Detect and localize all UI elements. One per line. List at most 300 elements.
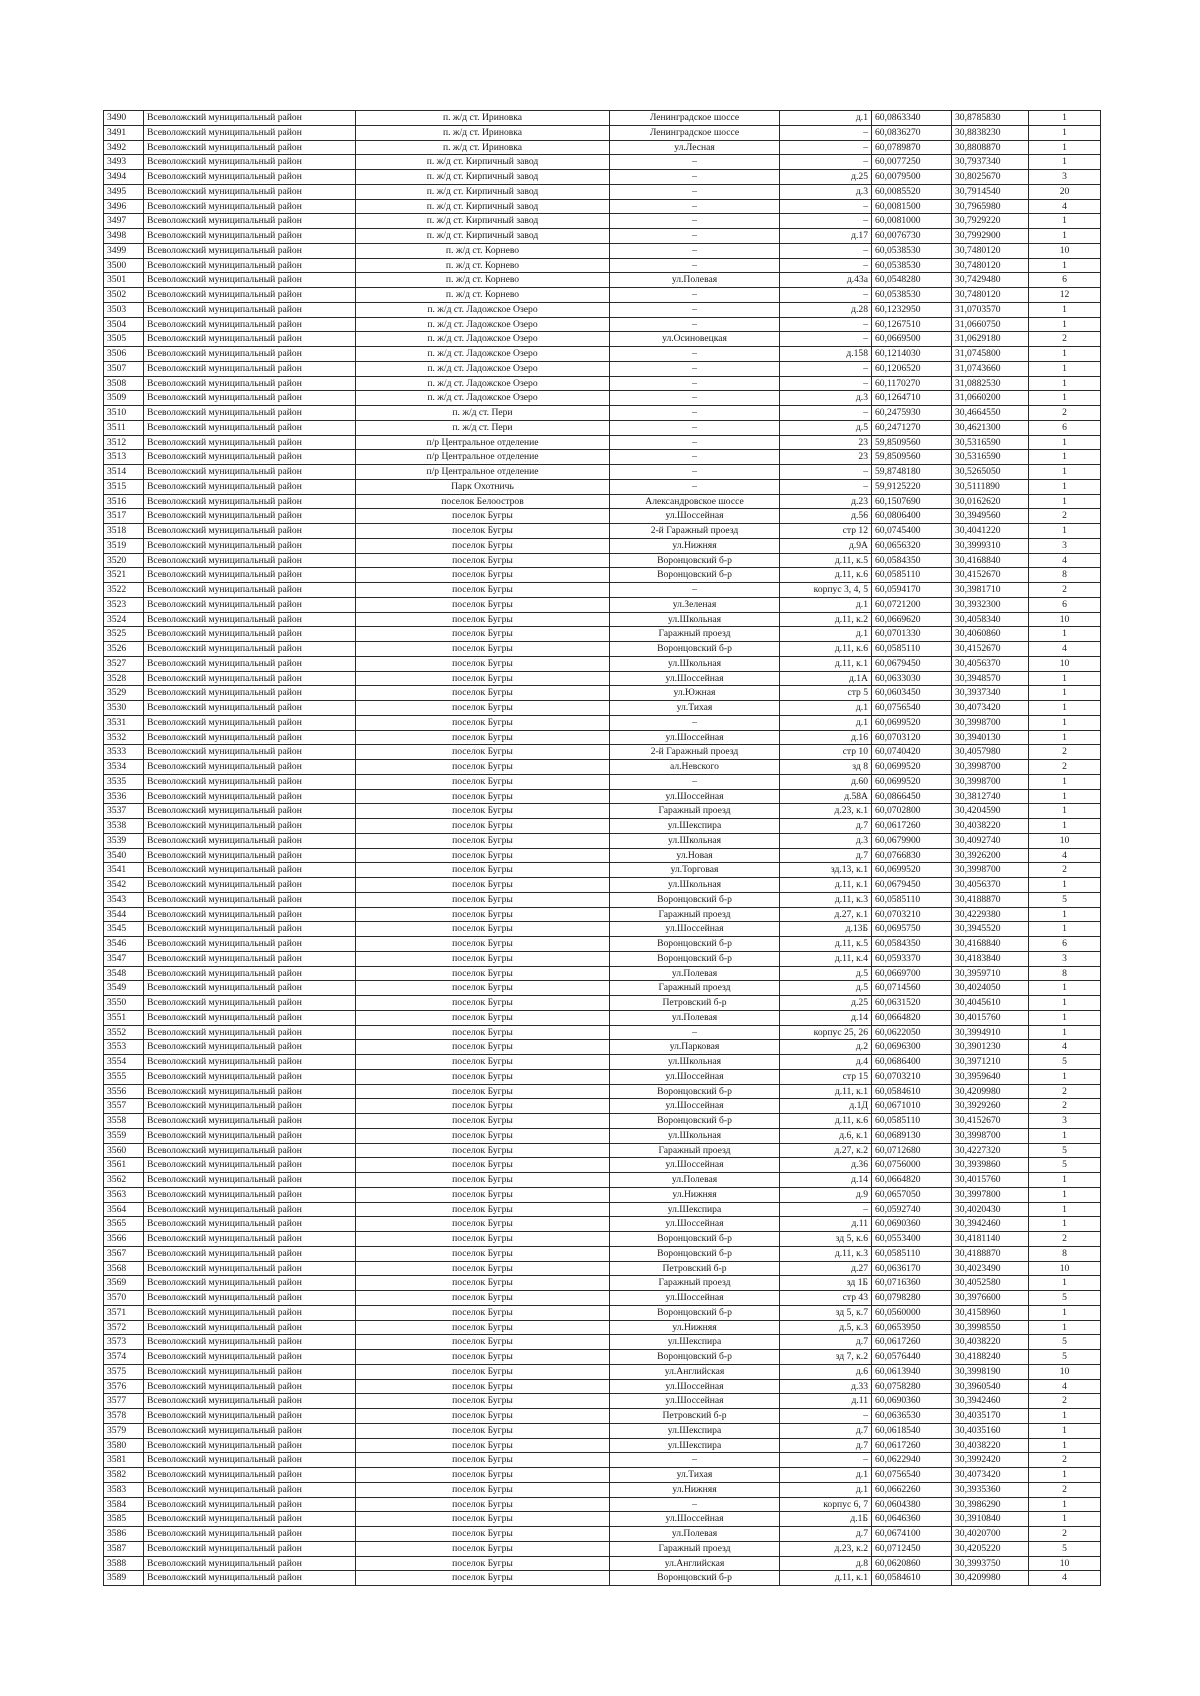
house-cell: д.58А: [780, 789, 872, 804]
count-cell: 1: [1029, 1409, 1101, 1424]
district-cell: Всеволожский муниципальный район: [144, 494, 356, 509]
district-cell: Всеволожский муниципальный район: [144, 922, 356, 937]
street-cell: ул.Шоссейная: [610, 1069, 780, 1084]
district-cell: Всеволожский муниципальный район: [144, 1025, 356, 1040]
row-number: 3542: [104, 878, 144, 893]
table-row: [104, 789, 1101, 804]
row-number: 3553: [104, 1040, 144, 1055]
district-cell: Всеволожский муниципальный район: [144, 406, 356, 421]
table-row: [104, 155, 1101, 170]
house-cell: д.1: [780, 627, 872, 642]
longitude-cell: 30,4073420: [952, 1468, 1029, 1483]
row-number: 3583: [104, 1482, 144, 1497]
district-cell: Всеволожский муниципальный район: [144, 273, 356, 288]
longitude-cell: 30,4152670: [952, 642, 1029, 657]
document-page: [103, 110, 1100, 1586]
row-number: 3543: [104, 892, 144, 907]
street-cell: ул.Полевая: [610, 273, 780, 288]
settlement-cell: поселок Бугры: [356, 863, 610, 878]
longitude-cell: 30,4035170: [952, 1409, 1029, 1424]
settlement-cell: п. ж/д ст. Кирпичный завод: [356, 155, 610, 170]
street-cell: –: [610, 1497, 780, 1512]
settlement-cell: поселок Бугры: [356, 1010, 610, 1025]
row-number: 3515: [104, 479, 144, 494]
row-number: 3561: [104, 1158, 144, 1173]
row-number: 3496: [104, 199, 144, 214]
street-cell: ул.Школьная: [610, 878, 780, 893]
latitude-cell: 59,9125220: [872, 479, 952, 494]
settlement-cell: поселок Бугры: [356, 686, 610, 701]
count-cell: 10: [1029, 1364, 1101, 1379]
settlement-cell: поселок Бугры: [356, 1291, 610, 1306]
table-row: [104, 568, 1101, 583]
count-cell: 1: [1029, 1217, 1101, 1232]
latitude-cell: 60,0620860: [872, 1556, 952, 1571]
latitude-cell: 60,0636170: [872, 1261, 952, 1276]
latitude-cell: 60,0636530: [872, 1409, 952, 1424]
count-cell: 1: [1029, 804, 1101, 819]
house-cell: д.11, к.1: [780, 878, 872, 893]
count-cell: 1: [1029, 214, 1101, 229]
latitude-cell: 60,0699520: [872, 774, 952, 789]
table-row: [104, 878, 1101, 893]
table-row: [104, 465, 1101, 480]
latitude-cell: 60,1267510: [872, 317, 952, 332]
house-cell: –: [780, 317, 872, 332]
table-row: [104, 553, 1101, 568]
table-row: [104, 1010, 1101, 1025]
longitude-cell: 30,3976600: [952, 1291, 1029, 1306]
latitude-cell: 60,0657050: [872, 1187, 952, 1202]
longitude-cell: 30,3940130: [952, 730, 1029, 745]
settlement-cell: поселок Бугры: [356, 833, 610, 848]
table-row: [104, 509, 1101, 524]
row-number: 3564: [104, 1202, 144, 1217]
longitude-cell: 30,4038220: [952, 1438, 1029, 1453]
house-cell: д.11, к.3: [780, 1246, 872, 1261]
house-cell: д.9А: [780, 538, 872, 553]
district-cell: Всеволожский муниципальный район: [144, 538, 356, 553]
house-cell: д.23: [780, 494, 872, 509]
count-cell: 1: [1029, 1320, 1101, 1335]
house-cell: д.1А: [780, 671, 872, 686]
street-cell: ул.Шоссейная: [610, 730, 780, 745]
longitude-cell: 30,4020700: [952, 1527, 1029, 1542]
latitude-cell: 60,0690360: [872, 1394, 952, 1409]
settlement-cell: п. ж/д ст. Корнево: [356, 243, 610, 258]
row-number: 3498: [104, 229, 144, 244]
latitude-cell: 60,0699520: [872, 715, 952, 730]
settlement-cell: поселок Бугры: [356, 878, 610, 893]
table-row: [104, 1099, 1101, 1114]
table-row: [104, 1187, 1101, 1202]
settlement-cell: п. ж/д ст. Ладожское Озеро: [356, 347, 610, 362]
district-cell: Всеволожский муниципальный район: [144, 214, 356, 229]
house-cell: д.5, к.3: [780, 1320, 872, 1335]
street-cell: ул.Английская: [610, 1556, 780, 1571]
district-cell: Всеволожский муниципальный район: [144, 848, 356, 863]
district-cell: Всеволожский муниципальный район: [144, 347, 356, 362]
house-cell: д.13Б: [780, 922, 872, 937]
count-cell: 6: [1029, 273, 1101, 288]
longitude-cell: 30,3901230: [952, 1040, 1029, 1055]
street-cell: ул.Новая: [610, 848, 780, 863]
latitude-cell: 60,0671010: [872, 1099, 952, 1114]
table-row: [104, 538, 1101, 553]
latitude-cell: 60,0604380: [872, 1497, 952, 1512]
street-cell: –: [610, 229, 780, 244]
latitude-cell: 60,0538530: [872, 258, 952, 273]
street-cell: Воронцовский б-р: [610, 1084, 780, 1099]
street-cell: ул.Школьная: [610, 656, 780, 671]
district-cell: Всеволожский муниципальный район: [144, 1335, 356, 1350]
latitude-cell: 60,0714560: [872, 981, 952, 996]
row-number: 3518: [104, 524, 144, 539]
latitude-cell: 60,0863340: [872, 111, 952, 126]
settlement-cell: поселок Бугры: [356, 1069, 610, 1084]
district-cell: Всеволожский муниципальный район: [144, 420, 356, 435]
street-cell: –: [610, 199, 780, 214]
row-number: 3581: [104, 1453, 144, 1468]
longitude-cell: 30,4023490: [952, 1261, 1029, 1276]
settlement-cell: поселок Бугры: [356, 804, 610, 819]
table-row: [104, 140, 1101, 155]
latitude-cell: 59,8509560: [872, 450, 952, 465]
street-cell: –: [610, 465, 780, 480]
row-number: 3559: [104, 1128, 144, 1143]
settlement-cell: поселок Бугры: [356, 642, 610, 657]
table-row: [104, 273, 1101, 288]
longitude-cell: 30,4152670: [952, 1114, 1029, 1129]
row-number: 3546: [104, 937, 144, 952]
table-row: [104, 1364, 1101, 1379]
house-cell: –: [780, 1453, 872, 1468]
district-cell: Всеволожский муниципальный район: [144, 612, 356, 627]
longitude-cell: 30,4015760: [952, 1173, 1029, 1188]
count-cell: 1: [1029, 1069, 1101, 1084]
district-cell: Всеволожский муниципальный район: [144, 1571, 356, 1586]
district-cell: Всеволожский муниципальный район: [144, 937, 356, 952]
row-number: 3524: [104, 612, 144, 627]
count-cell: 1: [1029, 229, 1101, 244]
settlement-cell: поселок Бугры: [356, 1217, 610, 1232]
table-row: [104, 892, 1101, 907]
longitude-cell: 30,3910840: [952, 1512, 1029, 1527]
house-cell: д.3: [780, 391, 872, 406]
settlement-cell: поселок Бугры: [356, 1143, 610, 1158]
row-number: 3537: [104, 804, 144, 819]
count-cell: 1: [1029, 494, 1101, 509]
house-cell: д.11, к.6: [780, 642, 872, 657]
street-cell: Воронцовский б-р: [610, 1571, 780, 1586]
house-cell: –: [780, 479, 872, 494]
row-number: 3501: [104, 273, 144, 288]
table-body: [104, 111, 1101, 1586]
row-number: 3521: [104, 568, 144, 583]
longitude-cell: 30,5316590: [952, 450, 1029, 465]
house-cell: д.11: [780, 1217, 872, 1232]
district-cell: Всеволожский муниципальный район: [144, 1394, 356, 1409]
longitude-cell: 30,7914540: [952, 184, 1029, 199]
settlement-cell: поселок Бугры: [356, 1394, 610, 1409]
district-cell: Всеволожский муниципальный район: [144, 804, 356, 819]
street-cell: ул.Шекспира: [610, 1423, 780, 1438]
house-cell: д.11: [780, 1394, 872, 1409]
district-cell: Всеволожский муниципальный район: [144, 1187, 356, 1202]
settlement-cell: поселок Бугры: [356, 789, 610, 804]
latitude-cell: 60,0689130: [872, 1128, 952, 1143]
street-cell: Петровский б-р: [610, 1409, 780, 1424]
row-number: 3533: [104, 745, 144, 760]
settlement-cell: поселок Белоостров: [356, 494, 610, 509]
count-cell: 2: [1029, 509, 1101, 524]
longitude-cell: 30,4057980: [952, 745, 1029, 760]
district-cell: Всеволожский муниципальный район: [144, 1364, 356, 1379]
street-cell: ал.Невского: [610, 760, 780, 775]
table-row: [104, 848, 1101, 863]
street-cell: ул.Лесная: [610, 140, 780, 155]
longitude-cell: 31,0660750: [952, 317, 1029, 332]
row-number: 3545: [104, 922, 144, 937]
house-cell: д.11, к.6: [780, 1114, 872, 1129]
latitude-cell: 60,0622050: [872, 1025, 952, 1040]
settlement-cell: поселок Бугры: [356, 627, 610, 642]
count-cell: 1: [1029, 1423, 1101, 1438]
house-cell: –: [780, 243, 872, 258]
house-cell: д.3: [780, 184, 872, 199]
settlement-cell: поселок Бугры: [356, 951, 610, 966]
table-row: [104, 996, 1101, 1011]
longitude-cell: 30,3998550: [952, 1320, 1029, 1335]
longitude-cell: 31,0703570: [952, 302, 1029, 317]
row-number: 3492: [104, 140, 144, 155]
longitude-cell: 30,4205220: [952, 1541, 1029, 1556]
house-cell: –: [780, 1202, 872, 1217]
longitude-cell: 30,5111890: [952, 479, 1029, 494]
settlement-cell: поселок Бугры: [356, 1114, 610, 1129]
table-row: [104, 1379, 1101, 1394]
district-cell: Всеволожский муниципальный район: [144, 966, 356, 981]
table-row: [104, 1556, 1101, 1571]
count-cell: 1: [1029, 317, 1101, 332]
table-row: [104, 627, 1101, 642]
table-row: [104, 1320, 1101, 1335]
count-cell: 2: [1029, 583, 1101, 598]
latitude-cell: 60,0633030: [872, 671, 952, 686]
street-cell: ул.Южная: [610, 686, 780, 701]
district-cell: Всеволожский муниципальный район: [144, 479, 356, 494]
table-row: [104, 715, 1101, 730]
table-row: [104, 1453, 1101, 1468]
table-row: [104, 1482, 1101, 1497]
row-number: 3569: [104, 1276, 144, 1291]
street-cell: Александровское шоссе: [610, 494, 780, 509]
longitude-cell: 30,3994910: [952, 1025, 1029, 1040]
street-cell: ул.Нижняя: [610, 538, 780, 553]
street-cell: ул.Шекспира: [610, 819, 780, 834]
latitude-cell: 60,0766830: [872, 848, 952, 863]
district-cell: Всеволожский муниципальный район: [144, 450, 356, 465]
count-cell: 1: [1029, 981, 1101, 996]
longitude-cell: 30,4209980: [952, 1084, 1029, 1099]
latitude-cell: 60,0703210: [872, 1069, 952, 1084]
longitude-cell: 30,4227320: [952, 1143, 1029, 1158]
table-row: [104, 450, 1101, 465]
table-row: [104, 701, 1101, 716]
longitude-cell: 30,4073420: [952, 701, 1029, 716]
street-cell: ул.Полевая: [610, 1010, 780, 1025]
district-cell: Всеволожский муниципальный район: [144, 1482, 356, 1497]
street-cell: Воронцовский б-р: [610, 642, 780, 657]
street-cell: ул.Тихая: [610, 1468, 780, 1483]
settlement-cell: поселок Бугры: [356, 1364, 610, 1379]
latitude-cell: 60,0836270: [872, 125, 952, 140]
latitude-cell: 60,0690360: [872, 1217, 952, 1232]
settlement-cell: поселок Бугры: [356, 922, 610, 937]
house-cell: –: [780, 125, 872, 140]
house-cell: д.23, к.2: [780, 1541, 872, 1556]
table-row: [104, 1143, 1101, 1158]
house-cell: д.1: [780, 111, 872, 126]
row-number: 3505: [104, 332, 144, 347]
settlement-cell: поселок Бугры: [356, 1512, 610, 1527]
latitude-cell: 60,0592740: [872, 1202, 952, 1217]
row-number: 3578: [104, 1409, 144, 1424]
street-cell: –: [610, 391, 780, 406]
count-cell: 1: [1029, 1202, 1101, 1217]
table-row: [104, 1423, 1101, 1438]
count-cell: 1: [1029, 789, 1101, 804]
row-number: 3551: [104, 1010, 144, 1025]
house-cell: д.11, к.5: [780, 937, 872, 952]
district-cell: Всеволожский муниципальный район: [144, 1084, 356, 1099]
street-cell: Воронцовский б-р: [610, 1114, 780, 1129]
street-cell: Воронцовский б-р: [610, 1232, 780, 1247]
street-cell: –: [610, 1453, 780, 1468]
house-cell: –: [780, 406, 872, 421]
settlement-cell: п. ж/д ст. Ладожское Озеро: [356, 376, 610, 391]
settlement-cell: поселок Бугры: [356, 1173, 610, 1188]
latitude-cell: 60,0740420: [872, 745, 952, 760]
latitude-cell: 60,1170270: [872, 376, 952, 391]
row-number: 3508: [104, 376, 144, 391]
row-number: 3575: [104, 1364, 144, 1379]
table-row: [104, 1158, 1101, 1173]
count-cell: 1: [1029, 819, 1101, 834]
district-cell: Всеволожский муниципальный район: [144, 1423, 356, 1438]
latitude-cell: 60,0585110: [872, 1246, 952, 1261]
longitude-cell: 30,3945520: [952, 922, 1029, 937]
longitude-cell: 30,3998700: [952, 774, 1029, 789]
house-cell: д.33: [780, 1379, 872, 1394]
settlement-cell: поселок Бугры: [356, 701, 610, 716]
longitude-cell: 30,4056370: [952, 878, 1029, 893]
house-cell: –: [780, 258, 872, 273]
street-cell: –: [610, 450, 780, 465]
district-cell: Всеволожский муниципальный район: [144, 465, 356, 480]
longitude-cell: 30,3998700: [952, 715, 1029, 730]
house-cell: д.1Д: [780, 1099, 872, 1114]
row-number: 3558: [104, 1114, 144, 1129]
settlement-cell: поселок Бугры: [356, 1497, 610, 1512]
street-cell: ул.Нижняя: [610, 1320, 780, 1335]
settlement-cell: п. ж/д ст. Кирпичный завод: [356, 184, 610, 199]
row-number: 3519: [104, 538, 144, 553]
street-cell: –: [610, 243, 780, 258]
row-number: 3528: [104, 671, 144, 686]
row-number: 3526: [104, 642, 144, 657]
house-cell: –: [780, 288, 872, 303]
table-row: [104, 1335, 1101, 1350]
table-row: [104, 1350, 1101, 1365]
longitude-cell: 30,8025670: [952, 170, 1029, 185]
district-cell: Всеволожский муниципальный район: [144, 1261, 356, 1276]
district-cell: Всеволожский муниципальный район: [144, 892, 356, 907]
latitude-cell: 60,0085520: [872, 184, 952, 199]
row-number: 3550: [104, 996, 144, 1011]
longitude-cell: 30,3942460: [952, 1217, 1029, 1232]
longitude-cell: 31,0743660: [952, 361, 1029, 376]
row-number: 3506: [104, 347, 144, 362]
row-number: 3523: [104, 597, 144, 612]
row-number: 3588: [104, 1556, 144, 1571]
table-row: [104, 1261, 1101, 1276]
house-cell: стр 5: [780, 686, 872, 701]
latitude-cell: 60,0669500: [872, 332, 952, 347]
street-cell: –: [610, 376, 780, 391]
settlement-cell: п. ж/д ст. Пери: [356, 420, 610, 435]
street-cell: ул.Тихая: [610, 701, 780, 716]
street-cell: Гаражный проезд: [610, 981, 780, 996]
longitude-cell: 30,3939860: [952, 1158, 1029, 1173]
house-cell: д.36: [780, 1158, 872, 1173]
settlement-cell: поселок Бугры: [356, 1040, 610, 1055]
settlement-cell: поселок Бугры: [356, 848, 610, 863]
house-cell: д.5: [780, 981, 872, 996]
settlement-cell: поселок Бугры: [356, 509, 610, 524]
district-cell: Всеволожский муниципальный район: [144, 863, 356, 878]
longitude-cell: 30,3998190: [952, 1364, 1029, 1379]
street-cell: ул.Полевая: [610, 1527, 780, 1542]
house-cell: д.25: [780, 996, 872, 1011]
district-cell: Всеволожский муниципальный район: [144, 1497, 356, 1512]
settlement-cell: п. ж/д ст. Кирпичный завод: [356, 170, 610, 185]
settlement-cell: п/р Центральное отделение: [356, 450, 610, 465]
table-row: [104, 1438, 1101, 1453]
latitude-cell: 60,0631520: [872, 996, 952, 1011]
house-cell: д.11, к.3: [780, 892, 872, 907]
settlement-cell: поселок Бугры: [356, 760, 610, 775]
latitude-cell: 60,0653950: [872, 1320, 952, 1335]
latitude-cell: 60,0584610: [872, 1571, 952, 1586]
row-number: 3573: [104, 1335, 144, 1350]
street-cell: ул.Школьная: [610, 1128, 780, 1143]
house-cell: д.5: [780, 420, 872, 435]
longitude-cell: 30,4204590: [952, 804, 1029, 819]
table-row: [104, 243, 1101, 258]
longitude-cell: 30,3998700: [952, 760, 1029, 775]
longitude-cell: 30,4035160: [952, 1423, 1029, 1438]
longitude-cell: 30,3993750: [952, 1556, 1029, 1571]
settlement-cell: поселок Бугры: [356, 656, 610, 671]
latitude-cell: 60,1206520: [872, 361, 952, 376]
table-row: [104, 774, 1101, 789]
latitude-cell: 60,0712450: [872, 1541, 952, 1556]
table-row: [104, 494, 1101, 509]
row-number: 3555: [104, 1069, 144, 1084]
street-cell: ул.Шекспира: [610, 1202, 780, 1217]
table-row: [104, 1084, 1101, 1099]
